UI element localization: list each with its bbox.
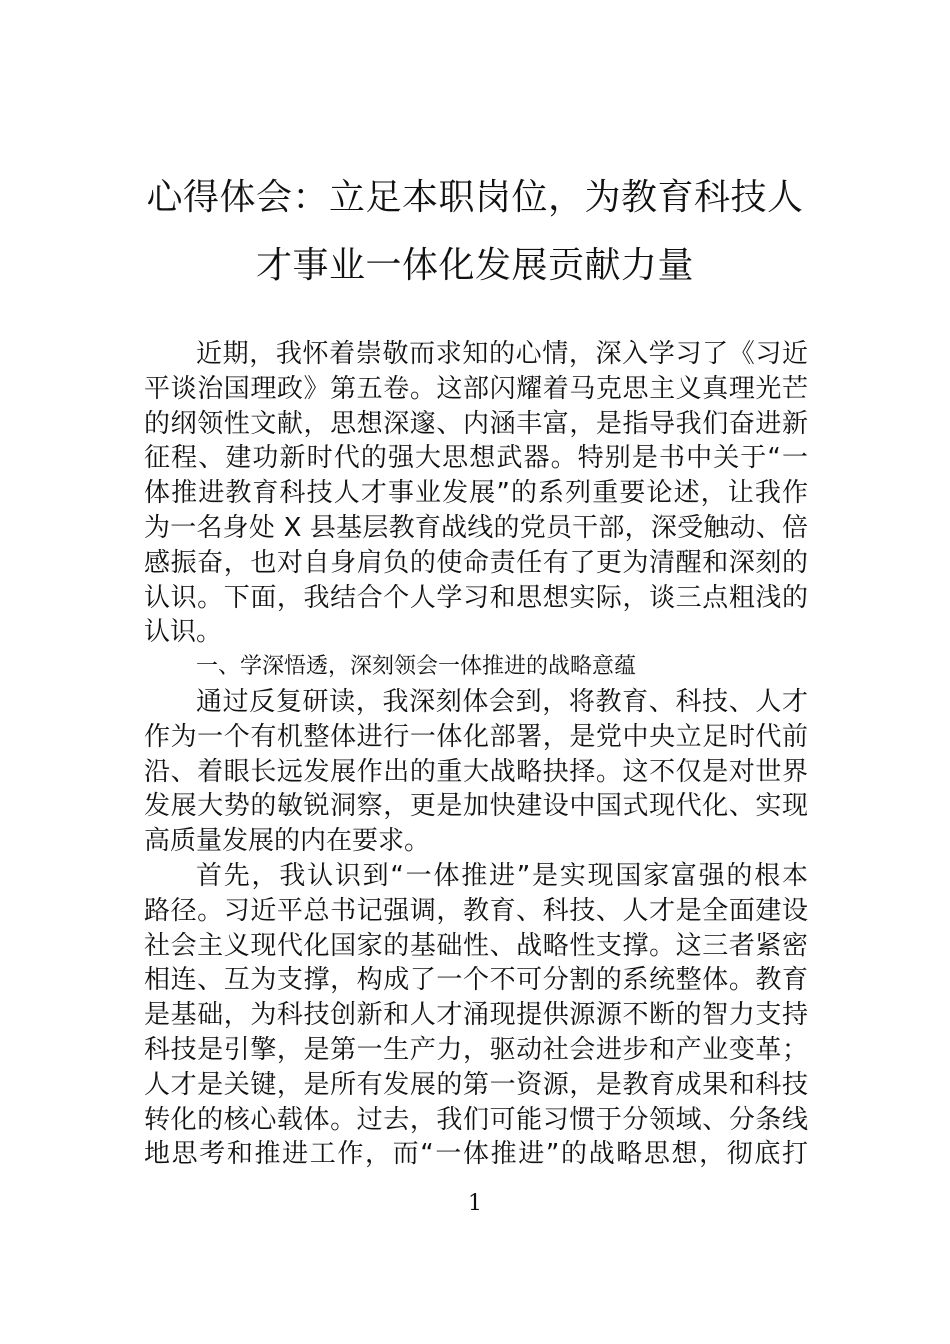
- paragraph-line: 的纲领性文献，思想深邃、内涵丰富，是指导我们奋进新: [144, 408, 808, 439]
- paragraph-line: 高质量发展的内在要求。: [144, 826, 431, 857]
- document-title-line-2: 才事业一体化发展贡献力量: [255, 245, 694, 286]
- paragraph-line: 认识。下面，我结合个人学习和思想实际，谈三点粗浅的: [144, 582, 808, 613]
- paragraph-line: 感振奋，也对自身肩负的使命责任有了更为清醒和深刻的: [144, 547, 808, 578]
- page-number: 1: [468, 1191, 482, 1216]
- paragraph-line: 平谈治国理政》第五卷。这部闪耀着马克思主义真理光芒: [144, 373, 808, 404]
- paragraph-line: 发展大势的敏锐洞察，更是加快建设中国式现代化、实现: [144, 791, 808, 822]
- paragraph-line: 社会主义现代化国家的基础性、战略性支撑。这三者紧密: [144, 930, 808, 961]
- paragraph-line: 人才是关键，是所有发展的第一资源，是教育成果和科技: [144, 1069, 808, 1100]
- paragraph-line: 地思考和推进工作，而“一体推进”的战略思想，彻底打: [144, 1139, 808, 1170]
- paragraph-line: 相连、互为支撑，构成了一个不可分割的系统整体。教育: [144, 965, 808, 996]
- paragraph-line: 作为一个有机整体进行一体化部署，是党中央立足时代前: [144, 721, 808, 752]
- paragraph-line: 征程、建功新时代的强大思想武器。特别是书中关于“一: [144, 443, 808, 474]
- paragraph-line: 转化的核心载体。过去，我们可能习惯于分领域、分条线: [144, 1104, 808, 1135]
- document-body: [144, 337, 808, 1172]
- paragraph-line: 体推进教育科技人才事业发展”的系列重要论述，让我作: [144, 478, 808, 509]
- paragraph-line: 是基础，为科技创新和人才涌现提供源源不断的智力支持: [144, 1000, 808, 1031]
- document-title-line-1: 心得体会：立足本职岗位，为教育科技人: [146, 177, 804, 218]
- paragraph-line: 科技是引擎，是第一生产力，驱动社会进步和产业变革；: [144, 1034, 808, 1065]
- section-heading: 一、学深悟透，深刻领会一体推进的战略意蕴: [196, 654, 637, 680]
- paragraph-line: 沿、着眼长远发展作出的重大战略抉择。这不仅是对世界: [144, 756, 808, 787]
- paragraph-line: 近期，我怀着崇敬而求知的心情，深入学习了《习近: [196, 339, 808, 369]
- paragraph-line: 首先，我认识到“一体推进”是实现国家富强的根本: [196, 860, 808, 891]
- paragraph-line: 为一名身处 X 县基层教育战线的党员干部，深受触动、倍: [144, 512, 808, 543]
- paragraph-line: 认识。: [144, 617, 223, 648]
- paragraph-line: 路径。习近平总书记强调，教育、科技、人才是全面建设: [144, 895, 808, 926]
- paragraph-line: 通过反复研读，我深刻体会到，将教育、科技、人才: [196, 686, 808, 717]
